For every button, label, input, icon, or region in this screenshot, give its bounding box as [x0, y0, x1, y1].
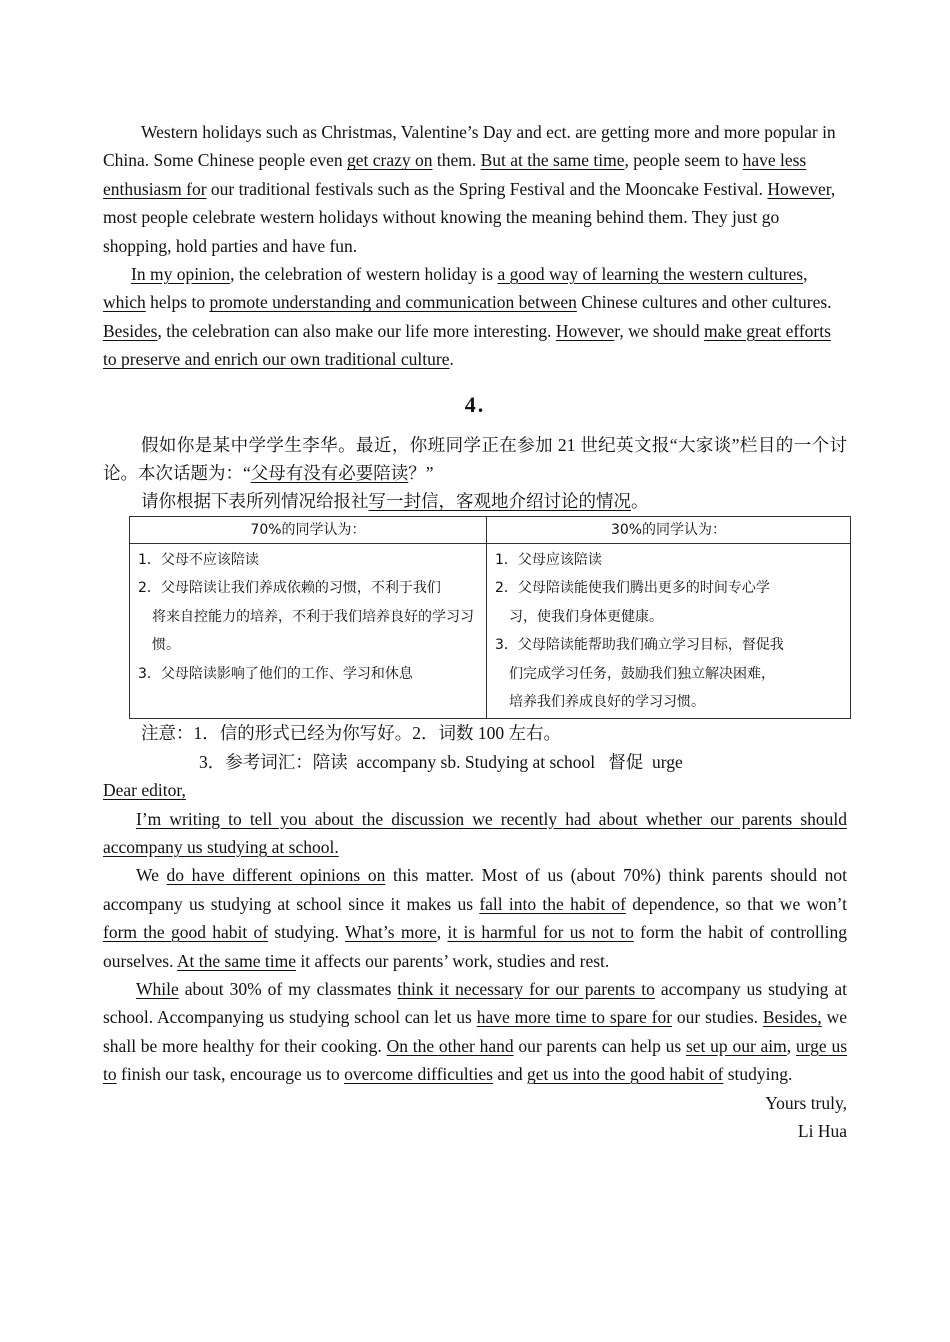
cell-line: 1．父母应该陪读 [495, 551, 602, 568]
cell-line: 3．父母陪读影响了他们的工作、学习和休息 [138, 665, 413, 682]
cell-line: 3．父母陪读能帮助我们确立学习目标，督促我 [495, 637, 784, 654]
underlined-phrase: On the other hand [386, 1035, 514, 1056]
column-header-30: 30%的同学认为： [487, 516, 851, 543]
text-span: , the celebration can also make our life more interesting. [157, 320, 556, 341]
underlined-phrase: Besides [103, 320, 158, 341]
text-span: r, we should [614, 320, 704, 341]
underlined-phrase: However [767, 178, 831, 199]
left-cell [130, 543, 487, 718]
text-span: 。 [631, 491, 649, 512]
letter-salutation [103, 776, 847, 804]
underlined-phrase: have more time to spare for [476, 1007, 673, 1028]
letter-paragraph-2 [103, 861, 847, 975]
letter-paragraph-3 [103, 975, 847, 1089]
cell-line: 1．父母不应该陪读 [138, 551, 259, 568]
letter-paragraph-1 [103, 805, 847, 862]
document-page [103, 118, 847, 1145]
underlined-phrase: At the same time [176, 950, 296, 971]
table-row [130, 543, 851, 718]
letter-closing: Yours truly, [765, 1092, 847, 1113]
task-instruction [103, 487, 847, 515]
text-span: 假如你是某中学学生李华。最近，你班同学正在参加 21 世纪英文报“大家谈”栏目的一个讨论。本次话题为：“ [103, 434, 847, 484]
text-span: form the habit of controlling ourselves. [103, 922, 848, 971]
underlined-phrase: a good way of learning the western cultures [497, 264, 804, 285]
text-span: our studies. [672, 1007, 763, 1028]
text-span: our traditional festivals such as the Spring Festival and the Mooncake Festival. [206, 178, 768, 199]
text-span: it affects our parents’ work, studies and rest. [295, 950, 610, 971]
table-header-row [130, 516, 851, 543]
text-span: Chinese cultures and other cultures. [576, 292, 832, 313]
text-span: studying. [723, 1064, 793, 1085]
text-span: our parents can help us [513, 1035, 686, 1056]
section-heading: 4. [464, 391, 486, 417]
text-span: and [492, 1064, 527, 1085]
cell-line: 们完成学习任务，鼓励我们独立解决困难， [509, 665, 775, 682]
underlined-phrase: which [103, 292, 146, 313]
underlined-phrase: urge us to [103, 1035, 848, 1085]
passage-paragraph-2 [103, 260, 847, 374]
underlined-phrase: But at the same time [480, 150, 625, 171]
text-span: helps to [145, 292, 210, 313]
underlined-phrase: In my opinion [131, 264, 231, 285]
text-span: accompany us studying at school. Accompanying us studying school can let us [103, 978, 847, 1028]
underlined-phrase: form the good habit of [103, 922, 269, 943]
note-line-1: 注意：1．信的形式已经为你写好。2．词数 100 左右。 [141, 723, 561, 744]
cell-line: 习，使我们身体更健康。 [509, 608, 663, 625]
column-header-70: 70%的同学认为： [130, 516, 487, 543]
underlined-phrase: make great efforts to preserve and enrich our own traditional culture [103, 320, 831, 370]
underlined-phrase: do have different opinions on [166, 865, 386, 886]
underlined-phrase: 父母有没有必要陪读 [250, 463, 409, 484]
text-span: dependence, so that we won’t [625, 893, 847, 914]
text-span: We [136, 865, 167, 886]
cell-line: 将来自控能力的培养，不利于我们培养良好的学习习惯。 [152, 608, 474, 654]
underlined-phrase: While [136, 978, 179, 999]
text-span: this matter. Most of us (about 70%) think parents should not accompany us studying at school since it makes us [103, 865, 848, 914]
cell-line: 2．父母陪读能使我们腾出更多的时间专心学 [495, 580, 770, 597]
text-span: about 30% of my classmates [178, 978, 398, 999]
underlined-phrase: What’s more [344, 922, 437, 943]
underlined-phrase: overcome difficulties [344, 1064, 493, 1085]
note-line-2: 3．参考词汇：陪读 accompany sb. Studying at school 督促 urge [199, 751, 683, 772]
text-span: , the celebration of western holiday is [230, 264, 498, 285]
text-span: , people seem to [624, 150, 743, 171]
underlined-phrase: have less enthusiasm for [103, 150, 807, 199]
text-span: , [786, 1035, 796, 1056]
underlined-phrase: it is harmful for us not to [447, 922, 634, 943]
text-span: finish our task, encourage us to [116, 1064, 345, 1085]
underlined-phrase: set up our aim [685, 1035, 787, 1056]
letter-signature: Li Hua [797, 1121, 847, 1141]
underlined-phrase: fall into the habit of [479, 893, 626, 914]
underlined-phrase: get us into the good habit of [526, 1064, 724, 1085]
text-span: ？” [408, 463, 434, 484]
text-span: we shall be more healthy for their cooking. [103, 1007, 847, 1056]
right-cell [487, 543, 851, 718]
underlined-phrase: Besides, [762, 1007, 822, 1028]
text-span: . [449, 349, 454, 370]
underlined-phrase: think it necessary for our parents to [397, 978, 655, 999]
underlined-phrase: promote understanding and communication between [209, 292, 577, 313]
cell-line: 培养我们养成良好的学习习惯。 [509, 693, 705, 710]
underlined-phrase: 写一封信，客观地介绍讨论的情况 [368, 491, 631, 512]
underlined-phrase: Dear editor, [103, 780, 186, 801]
cell-line: 2．父母陪读让我们养成依赖的习惯，不利于我们 [138, 580, 441, 597]
passage-paragraph-1 [103, 118, 847, 260]
underlined-phrase: get crazy on [346, 150, 433, 171]
text-span: 请你根据下表所列情况给报社 [141, 491, 369, 512]
text-span: studying. [268, 922, 345, 943]
underlined-phrase: Howeve [555, 320, 615, 341]
text-span: , most people celebrate western holidays without knowing the meaning behind them. They just go shopping, hold parties and have fun. [103, 178, 836, 256]
text-span: Western holidays such as Christmas, Valentine’s Day and ect. are getting more and more popular in China. Some Chinese people even [103, 122, 836, 171]
text-span: , [436, 922, 448, 943]
underlined-phrase: I’m writing to tell you about the discussion we recently had about whether our parents should accompany us studying at school. [103, 808, 847, 857]
opinions-table [129, 516, 851, 719]
text-span: , [803, 264, 808, 285]
text-span: them. [432, 150, 481, 171]
task-prompt [103, 431, 847, 488]
